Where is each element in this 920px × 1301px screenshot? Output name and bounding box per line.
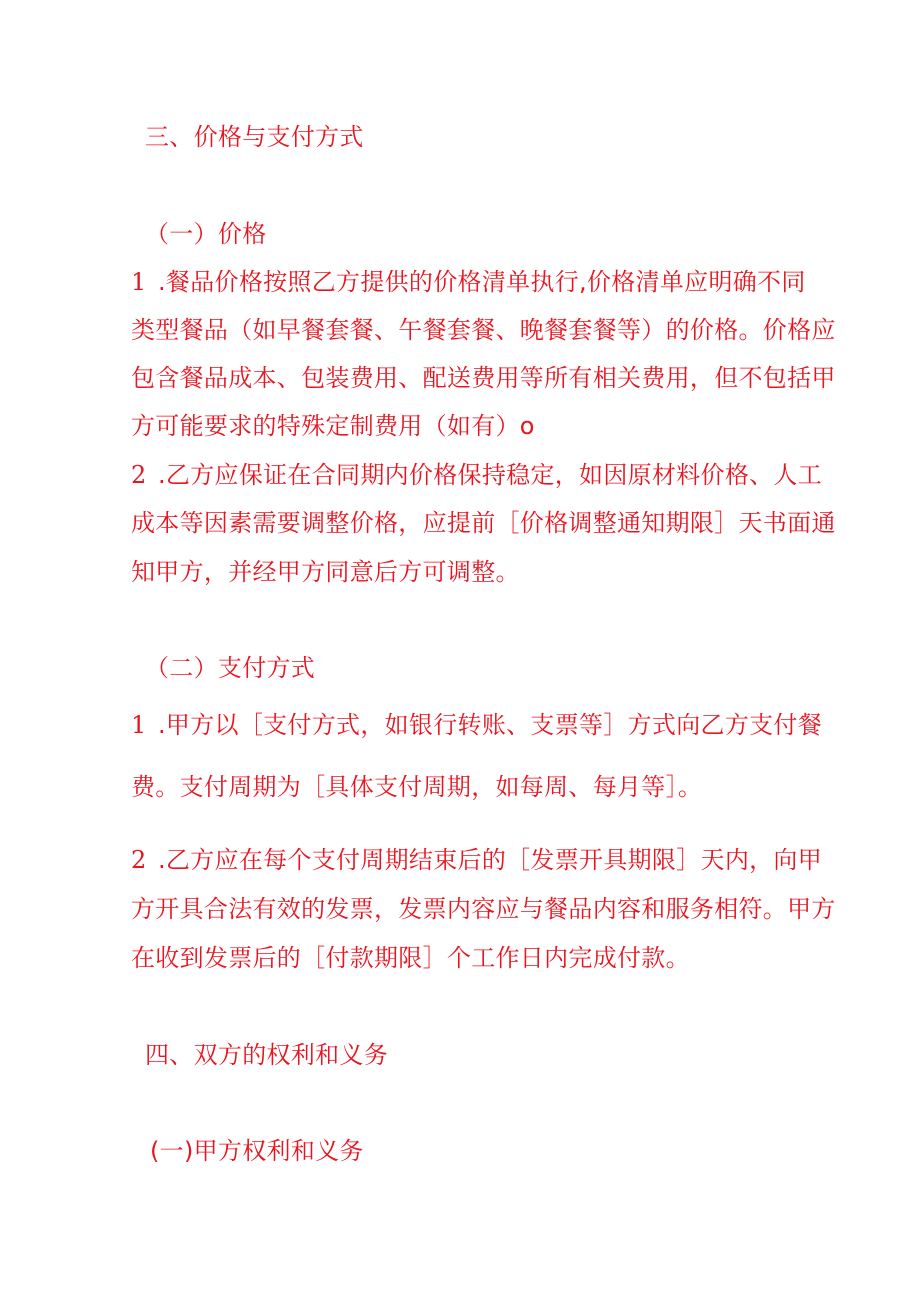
clause-text-line: .乙方应保证在合同期内价格保持稳定，如因原材料价格、人工	[158, 461, 823, 489]
clause-text-line: .乙方应在每个支付周期结束后的［发票开具期限］天内，向甲	[158, 846, 823, 874]
subsection-price-heading: （一）价格	[145, 220, 267, 248]
clause-number: 2	[131, 461, 147, 489]
clause-text-line: .餐品价格按照乙方提供的价格清单执行,价格清单应明确不同	[158, 268, 806, 296]
subsection-payment-heading: （二）支付方式	[145, 654, 316, 682]
section-4-heading: 四、双方的权利和义务	[145, 1041, 388, 1069]
clause-text-line: 方可能要求的特殊定制费用（如有）o	[131, 412, 535, 440]
clause-number: 2	[131, 846, 147, 874]
clause-text-line: 在收到发票后的［付款期限］个工作日内完成付款。	[131, 944, 690, 972]
clause-text-line: 类型餐品（如早餐套餐、午餐套餐、晚餐套餐等）的价格。价格应	[131, 316, 836, 344]
subsection-party-a-heading: (一)甲方权利和义务	[150, 1137, 364, 1165]
clause-text-line: 知甲方，并经甲方同意后方可调整。	[131, 558, 520, 586]
clause-text-line: 费。支付周期为［具体支付周期，如每周、每月等］。	[131, 773, 703, 801]
clause-text-line: 方开具合法有效的发票，发票内容应与餐品内容和服务相符。甲方	[131, 895, 836, 923]
clause-number: 1	[131, 711, 147, 739]
section-3-heading: 三、价格与支付方式	[145, 123, 364, 151]
clause-text-line: 包含餐品成本、包装费用、配送费用等所有相关费用，但不包括甲	[131, 364, 836, 392]
clause-number: 1	[131, 268, 147, 296]
clause-text-line: .甲方以［支付方式，如银行转账、支票等］方式向乙方支付餐	[158, 711, 823, 739]
clause-text-line: 成本等因素需要调整价格，应提前［价格调整通知期限］天书面通	[131, 509, 836, 537]
